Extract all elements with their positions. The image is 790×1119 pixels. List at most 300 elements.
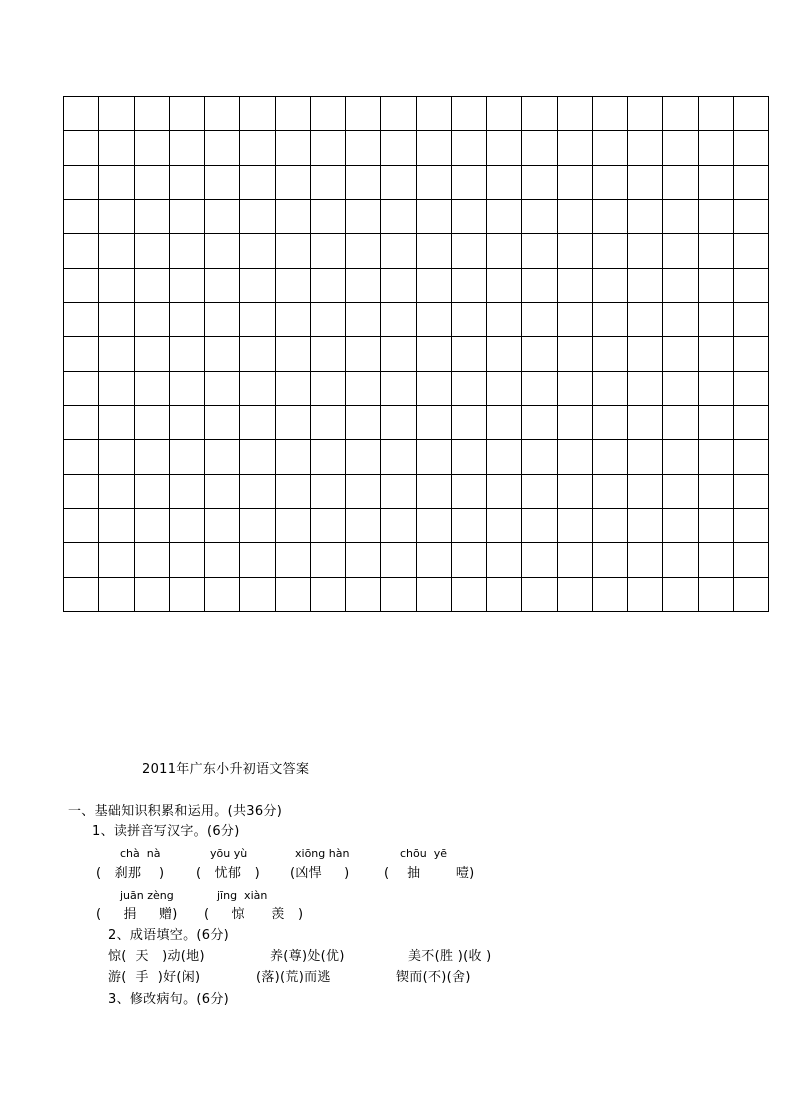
grid-cell <box>417 475 452 509</box>
grid-cell <box>628 131 663 165</box>
grid-cell <box>346 269 381 303</box>
grid-cell <box>170 234 205 268</box>
grid-cell <box>628 303 663 337</box>
grid-cell <box>205 131 240 165</box>
grid-cell <box>99 200 134 234</box>
grid-cell <box>135 269 170 303</box>
grid-cell <box>205 372 240 406</box>
grid-cell <box>699 303 734 337</box>
grid-cell <box>487 269 522 303</box>
grid-cell <box>240 475 275 509</box>
grid-cell <box>452 509 487 543</box>
grid-cell <box>699 234 734 268</box>
grid-cell <box>205 303 240 337</box>
grid-cell <box>135 131 170 165</box>
grid-cell <box>346 475 381 509</box>
grid-cell <box>311 475 346 509</box>
grid-cell <box>452 269 487 303</box>
grid-cell <box>558 440 593 474</box>
grid-cell <box>64 269 99 303</box>
grid-cell <box>135 97 170 131</box>
grid-cell <box>99 578 134 612</box>
grid-cell <box>522 234 557 268</box>
grid-cell <box>346 578 381 612</box>
grid-cell <box>135 475 170 509</box>
grid-cell <box>593 166 628 200</box>
grid-cell <box>205 475 240 509</box>
grid-cell <box>699 131 734 165</box>
grid-cell <box>522 200 557 234</box>
grid-cell <box>170 406 205 440</box>
grid-cell <box>628 578 663 612</box>
grid-cell <box>699 269 734 303</box>
grid-cell <box>205 166 240 200</box>
grid-cell <box>99 406 134 440</box>
grid-cell <box>699 578 734 612</box>
grid-cell <box>276 578 311 612</box>
grid-cell <box>170 475 205 509</box>
grid-cell <box>276 303 311 337</box>
grid-cell <box>558 406 593 440</box>
grid-cell <box>593 406 628 440</box>
grid-cell <box>558 543 593 577</box>
grid-cell <box>240 131 275 165</box>
grid-cell <box>663 303 698 337</box>
grid-cell <box>64 131 99 165</box>
grid-cell <box>593 509 628 543</box>
grid-cell <box>417 337 452 371</box>
section-heading: 一、基础知识积累和运用。(共36分) <box>68 804 283 819</box>
grid-cell <box>663 200 698 234</box>
grid-cell <box>734 543 769 577</box>
grid-cell <box>452 372 487 406</box>
grid-cell <box>205 543 240 577</box>
answer-4: ( 抽 噎) <box>384 866 475 881</box>
grid-cell <box>663 440 698 474</box>
grid-cell <box>135 440 170 474</box>
grid-cell <box>99 543 134 577</box>
grid-cell <box>628 97 663 131</box>
answer-1: ( 刹那 ) <box>96 866 165 881</box>
grid-cell <box>64 440 99 474</box>
grid-cell <box>699 475 734 509</box>
grid-cell <box>276 337 311 371</box>
grid-cell <box>558 337 593 371</box>
pinyin-1: chà nà <box>120 847 161 860</box>
grid-cell <box>276 200 311 234</box>
grid-cell <box>205 200 240 234</box>
grid-cell <box>417 234 452 268</box>
grid-cell <box>663 337 698 371</box>
grid-cell <box>734 97 769 131</box>
grid-cell <box>99 97 134 131</box>
pinyin-5: juān zèng <box>120 889 174 902</box>
grid-cell <box>522 509 557 543</box>
grid-cell <box>135 372 170 406</box>
grid-cell <box>99 166 134 200</box>
grid-cell <box>487 475 522 509</box>
grid-cell <box>699 543 734 577</box>
grid-cell <box>276 440 311 474</box>
grid-cell <box>628 234 663 268</box>
grid-cell <box>487 509 522 543</box>
grid-cell <box>240 166 275 200</box>
question-2-label: 2、成语填空。(6分) <box>108 928 229 943</box>
grid-cell <box>170 543 205 577</box>
grid-cell <box>558 200 593 234</box>
grid-cell <box>99 337 134 371</box>
grid-cell <box>734 131 769 165</box>
grid-cell <box>381 97 416 131</box>
grid-cell <box>170 337 205 371</box>
grid-cell <box>311 509 346 543</box>
idiom-1: 惊( 天 )动(地) <box>108 949 205 964</box>
grid-cell <box>699 440 734 474</box>
grid-cell <box>487 131 522 165</box>
grid-cell <box>663 131 698 165</box>
grid-cell <box>734 166 769 200</box>
grid-cell <box>170 578 205 612</box>
grid-cell <box>346 509 381 543</box>
grid-cell <box>487 166 522 200</box>
grid-cell <box>346 337 381 371</box>
grid-cell <box>522 303 557 337</box>
grid-cell <box>699 337 734 371</box>
grid-cell <box>628 406 663 440</box>
grid-cell <box>734 578 769 612</box>
grid-cell <box>170 269 205 303</box>
grid-cell <box>699 200 734 234</box>
grid-cell <box>311 543 346 577</box>
grid-cell <box>276 269 311 303</box>
grid-cell <box>170 200 205 234</box>
grid-cell <box>734 337 769 371</box>
grid-cell <box>99 509 134 543</box>
grid-cell <box>734 200 769 234</box>
answer-grid <box>63 96 769 612</box>
grid-cell <box>170 97 205 131</box>
grid-cell <box>311 303 346 337</box>
grid-cell <box>276 406 311 440</box>
pinyin-6: jīng xiàn <box>217 889 268 902</box>
grid-cell <box>135 406 170 440</box>
grid-cell <box>663 578 698 612</box>
grid-cell <box>628 200 663 234</box>
grid-cell <box>381 475 416 509</box>
grid-cell <box>205 440 240 474</box>
grid-cell <box>381 200 416 234</box>
grid-cell <box>346 406 381 440</box>
grid-cell <box>99 475 134 509</box>
grid-cell <box>593 200 628 234</box>
grid-cell <box>135 200 170 234</box>
grid-cell <box>487 372 522 406</box>
grid-cell <box>452 337 487 371</box>
grid-cell <box>663 97 698 131</box>
grid-cell <box>346 543 381 577</box>
grid-cell <box>311 406 346 440</box>
question-3-label: 3、修改病句。(6分) <box>108 992 229 1007</box>
grid-cell <box>311 578 346 612</box>
grid-cell <box>452 234 487 268</box>
grid-cell <box>699 166 734 200</box>
grid-cell <box>558 269 593 303</box>
grid-cell <box>487 303 522 337</box>
grid-cell <box>522 406 557 440</box>
grid-cell <box>311 200 346 234</box>
grid-cell <box>311 269 346 303</box>
grid-cell <box>522 372 557 406</box>
grid-cell <box>240 578 275 612</box>
grid-cell <box>381 131 416 165</box>
grid-cell <box>417 97 452 131</box>
grid-cell <box>487 234 522 268</box>
grid-cell <box>522 543 557 577</box>
grid-cell <box>240 269 275 303</box>
grid-cell <box>64 200 99 234</box>
grid-cell <box>628 509 663 543</box>
grid-cell <box>522 166 557 200</box>
grid-cell <box>593 269 628 303</box>
grid-cell <box>135 543 170 577</box>
grid-cell <box>699 406 734 440</box>
grid-cell <box>522 440 557 474</box>
grid-cell <box>311 337 346 371</box>
grid-cell <box>135 303 170 337</box>
grid-cell <box>240 303 275 337</box>
grid-cell <box>276 509 311 543</box>
grid-cell <box>522 97 557 131</box>
grid-cell <box>663 475 698 509</box>
grid-cell <box>558 166 593 200</box>
grid-cell <box>417 303 452 337</box>
grid-cell <box>593 372 628 406</box>
grid-cell <box>663 269 698 303</box>
grid-cell <box>628 543 663 577</box>
grid-cell <box>417 440 452 474</box>
grid-cell <box>522 131 557 165</box>
grid-cell <box>240 509 275 543</box>
grid-cell <box>734 234 769 268</box>
grid-cell <box>99 440 134 474</box>
grid-cell <box>487 406 522 440</box>
grid-cell <box>135 337 170 371</box>
idiom-5: (落)(荒)而逃 <box>256 970 331 985</box>
grid-cell <box>452 303 487 337</box>
grid-cell <box>628 372 663 406</box>
grid-cell <box>452 166 487 200</box>
grid-cell <box>64 509 99 543</box>
grid-cell <box>276 543 311 577</box>
grid-cell <box>734 372 769 406</box>
grid-cell <box>417 578 452 612</box>
grid-cell <box>417 131 452 165</box>
answer-2: ( 忧郁 ) <box>196 866 260 881</box>
grid-cell <box>276 475 311 509</box>
grid-cell <box>734 303 769 337</box>
grid-cell <box>276 234 311 268</box>
grid-cell <box>311 166 346 200</box>
grid-cell <box>558 234 593 268</box>
grid-cell <box>628 475 663 509</box>
grid-cell <box>487 543 522 577</box>
grid-cell <box>593 578 628 612</box>
grid-cell <box>628 269 663 303</box>
grid-cell <box>64 475 99 509</box>
idiom-4: 游( 手 )好(闲) <box>108 970 201 985</box>
grid-cell <box>487 200 522 234</box>
grid-cell <box>452 406 487 440</box>
grid-cell <box>346 200 381 234</box>
grid-cell <box>593 234 628 268</box>
grid-cell <box>170 303 205 337</box>
grid-cell <box>558 509 593 543</box>
pinyin-3: xiōng hàn <box>295 847 350 860</box>
answer-3: (凶悍 ) <box>290 866 350 881</box>
grid-cell <box>170 372 205 406</box>
grid-cell <box>699 372 734 406</box>
grid-cell <box>311 97 346 131</box>
grid-cell <box>417 200 452 234</box>
grid-cell <box>663 372 698 406</box>
grid-cell <box>240 337 275 371</box>
grid-cell <box>64 166 99 200</box>
idiom-3: 美不(胜 )(收 ) <box>408 949 492 964</box>
grid-cell <box>417 166 452 200</box>
grid-cell <box>417 269 452 303</box>
grid-cell <box>135 509 170 543</box>
grid-cell <box>663 543 698 577</box>
grid-cell <box>240 440 275 474</box>
grid-cell <box>663 509 698 543</box>
grid-cell <box>487 337 522 371</box>
grid-cell <box>311 440 346 474</box>
grid-cell <box>170 131 205 165</box>
grid-cell <box>99 234 134 268</box>
grid-cell <box>381 372 416 406</box>
grid-cell <box>240 234 275 268</box>
answer-5: ( 捐 赠) <box>96 907 178 922</box>
grid-cell <box>381 406 416 440</box>
grid-cell <box>593 475 628 509</box>
pinyin-4: chōu yē <box>400 847 447 860</box>
grid-cell <box>487 97 522 131</box>
grid-cell <box>699 97 734 131</box>
grid-cell <box>417 372 452 406</box>
grid-cell <box>64 303 99 337</box>
grid-cell <box>663 166 698 200</box>
grid-cell <box>276 131 311 165</box>
grid-cell <box>205 578 240 612</box>
grid-cell <box>346 303 381 337</box>
grid-cell <box>487 440 522 474</box>
grid-cell <box>452 440 487 474</box>
grid-cell <box>170 509 205 543</box>
grid-cell <box>487 578 522 612</box>
grid-cell <box>170 440 205 474</box>
grid-cell <box>64 406 99 440</box>
grid-cell <box>205 234 240 268</box>
grid-cell <box>734 406 769 440</box>
grid-cell <box>558 97 593 131</box>
grid-cell <box>452 131 487 165</box>
grid-cell <box>593 440 628 474</box>
grid-cell <box>734 475 769 509</box>
grid-cell <box>381 234 416 268</box>
grid-cell <box>135 234 170 268</box>
pinyin-2: yōu yù <box>210 847 248 860</box>
grid-cell <box>593 131 628 165</box>
grid-cell <box>417 543 452 577</box>
grid-cell <box>593 97 628 131</box>
grid-cell <box>663 234 698 268</box>
grid-cell <box>734 269 769 303</box>
grid-cell <box>346 372 381 406</box>
grid-cell <box>417 509 452 543</box>
grid-cell <box>170 166 205 200</box>
grid-cell <box>699 509 734 543</box>
grid-cell <box>734 509 769 543</box>
grid-cell <box>522 269 557 303</box>
grid-cell <box>346 97 381 131</box>
grid-cell <box>522 578 557 612</box>
grid-cell <box>558 303 593 337</box>
grid-cell <box>205 97 240 131</box>
grid-cell <box>558 475 593 509</box>
grid-cell <box>99 372 134 406</box>
grid-cell <box>311 234 346 268</box>
grid-cell <box>240 406 275 440</box>
grid-cell <box>346 234 381 268</box>
grid-cell <box>628 440 663 474</box>
grid-cell <box>346 440 381 474</box>
grid-cell <box>381 337 416 371</box>
grid-cell <box>417 406 452 440</box>
grid-cell <box>205 269 240 303</box>
grid-cell <box>452 200 487 234</box>
grid-cell <box>452 97 487 131</box>
grid-cell <box>381 303 416 337</box>
grid-cell <box>64 578 99 612</box>
grid-cell <box>734 440 769 474</box>
grid-cell <box>135 578 170 612</box>
grid-cell <box>381 543 416 577</box>
grid-cell <box>240 97 275 131</box>
grid-cell <box>558 131 593 165</box>
grid-cell <box>99 269 134 303</box>
grid-cell <box>381 578 416 612</box>
grid-cell <box>593 337 628 371</box>
grid-cell <box>381 509 416 543</box>
grid-cell <box>276 372 311 406</box>
grid-cell <box>381 166 416 200</box>
idiom-2: 养(尊)处(优) <box>270 949 345 964</box>
grid-cell <box>311 372 346 406</box>
grid-cell <box>64 372 99 406</box>
grid-cell <box>276 97 311 131</box>
grid-cell <box>240 372 275 406</box>
grid-cell <box>628 166 663 200</box>
page-title: 2011年广东小升初语文答案 <box>142 762 310 777</box>
grid-cell <box>558 372 593 406</box>
grid-cell <box>452 543 487 577</box>
question-1-label: 1、读拼音写汉字。(6分) <box>92 824 240 839</box>
grid-cell <box>205 406 240 440</box>
grid-cell <box>452 578 487 612</box>
grid-cell <box>99 303 134 337</box>
grid-cell <box>381 269 416 303</box>
grid-cell <box>64 97 99 131</box>
